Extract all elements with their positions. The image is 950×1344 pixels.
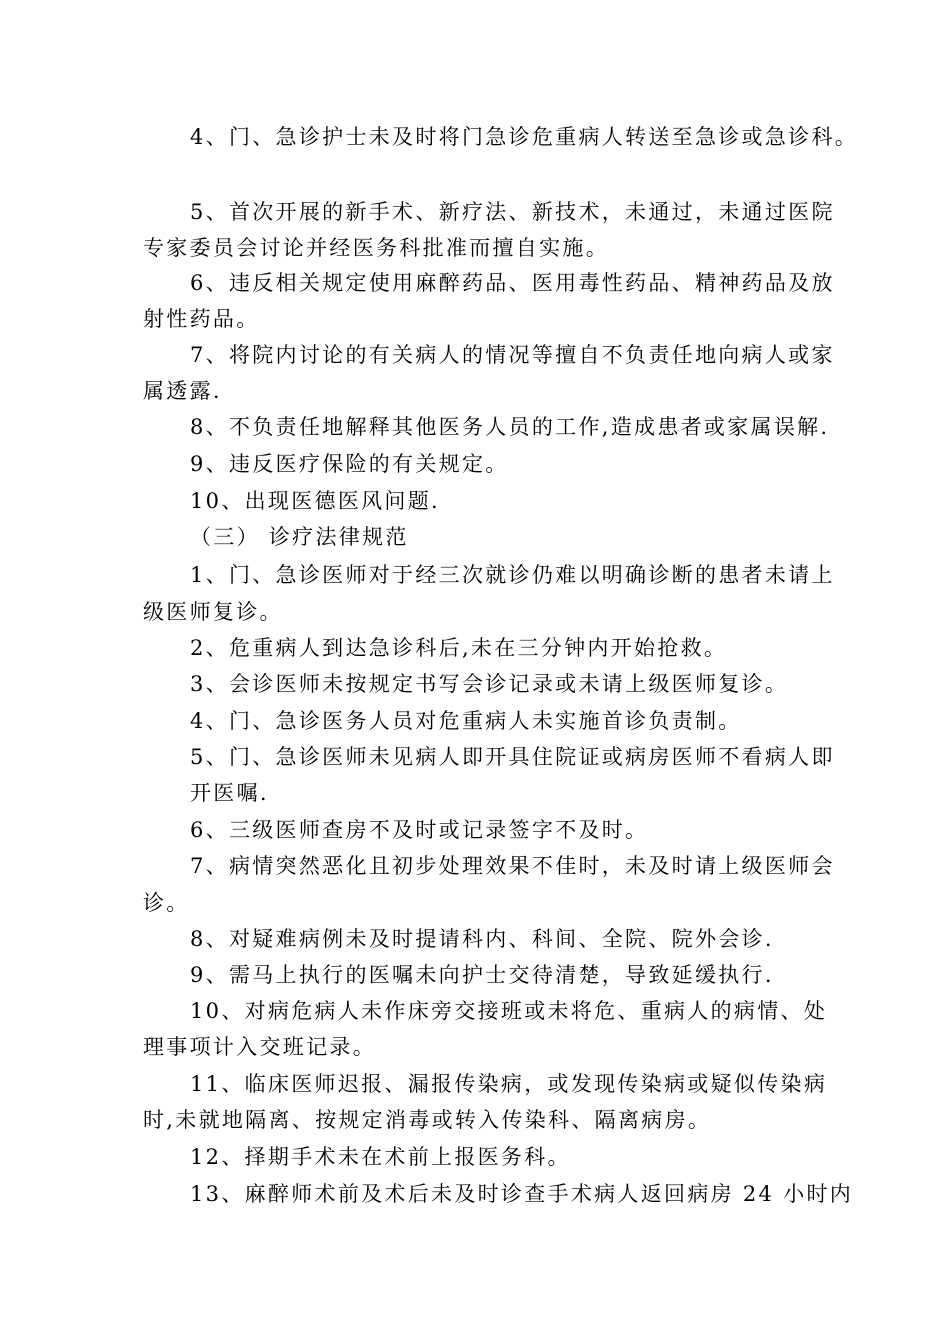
legal-item-1-continuation: 级医师复诊。	[143, 600, 283, 624]
legal-item-6-ward-rounds: 6、三级医师查房不及时或记录签字不及时。	[190, 818, 649, 842]
legal-item-5-continuation: 开医嘱.	[190, 781, 269, 805]
item-7-continuation: 属透露.	[143, 379, 222, 403]
item-7-disclosure: 7、将院内讨论的有关病人的情况等擅自不负责任地向病人或家	[190, 343, 835, 367]
legal-item-4-first-diagnosis: 4、门、急诊医务人员对危重病人未实施首诊负责制。	[190, 709, 742, 733]
item-5-continuation: 专家委员会讨论并经医务科批准而擅自实施。	[143, 236, 609, 260]
legal-item-8-difficult-cases: 8、对疑难病例未及时提请科内、科间、全院、院外会诊.	[190, 927, 774, 951]
item-4-nurse-transfer: 4、门、急诊护士未及时将门急诊危重病人转送至急诊或急诊科。	[190, 125, 859, 149]
item-6-controlled-drugs: 6、违反相关规定使用麻醉药品、医用毒性药品、精神药品及放	[190, 271, 835, 295]
legal-item-13-anesthesia: 13、麻醉师术前及术后未及时诊查手术病人返回病房 24 小时内	[190, 1182, 854, 1206]
legal-item-7-deterioration: 7、病情突然恶化且初步处理效果不佳时，未及时请上级医师会	[190, 854, 835, 878]
section-heading-legal-norms: （三） 诊疗法律规范	[190, 525, 409, 549]
legal-item-5-admission: 5、门、急诊医师未见病人即开具住院证或病房医师不看病人即	[190, 745, 835, 769]
legal-item-7-continuation: 诊。	[143, 891, 190, 915]
item-5-new-procedures: 5、首次开展的新手术、新疗法、新技术，未通过，未通过医院	[190, 200, 835, 224]
item-10-ethics: 10、出现医德医风问题.	[190, 489, 440, 513]
legal-item-10-handover: 10、对病危病人未作床旁交接班或未将危、重病人的病情、处	[190, 999, 828, 1023]
item-6-continuation: 射性药品。	[143, 307, 260, 331]
legal-item-2-rescue: 2、危重病人到达急诊科后,未在三分钟内开始抢救。	[190, 636, 728, 660]
legal-item-11-infectious: 11、临床医师迟报、漏报传染病，或发现传染病或疑似传染病	[190, 1072, 828, 1096]
item-9-insurance: 9、违反医疗保险的有关规定。	[190, 452, 509, 476]
legal-item-11-continuation: 时,未就地隔离、按规定消毒或转入传染科、隔离病房。	[143, 1108, 712, 1132]
legal-item-3-consultation: 3、会诊医师未按规定书写会诊记录或未请上级医师复诊。	[190, 672, 789, 696]
legal-item-10-continuation: 理事项计入交班记录。	[143, 1035, 376, 1059]
legal-item-12-surgery-report: 12、择期手术未在术前上报医务科。	[190, 1145, 571, 1169]
item-8-misexplanation: 8、不负责任地解释其他医务人员的工作,造成患者或家属误解.	[190, 415, 830, 439]
legal-item-1-referral: 1、门、急诊医师对于经三次就诊仍难以明确诊断的患者未请上	[190, 563, 835, 587]
legal-item-9-orders: 9、需马上执行的医嘱未向护士交待清楚，导致延缓执行.	[190, 963, 774, 987]
